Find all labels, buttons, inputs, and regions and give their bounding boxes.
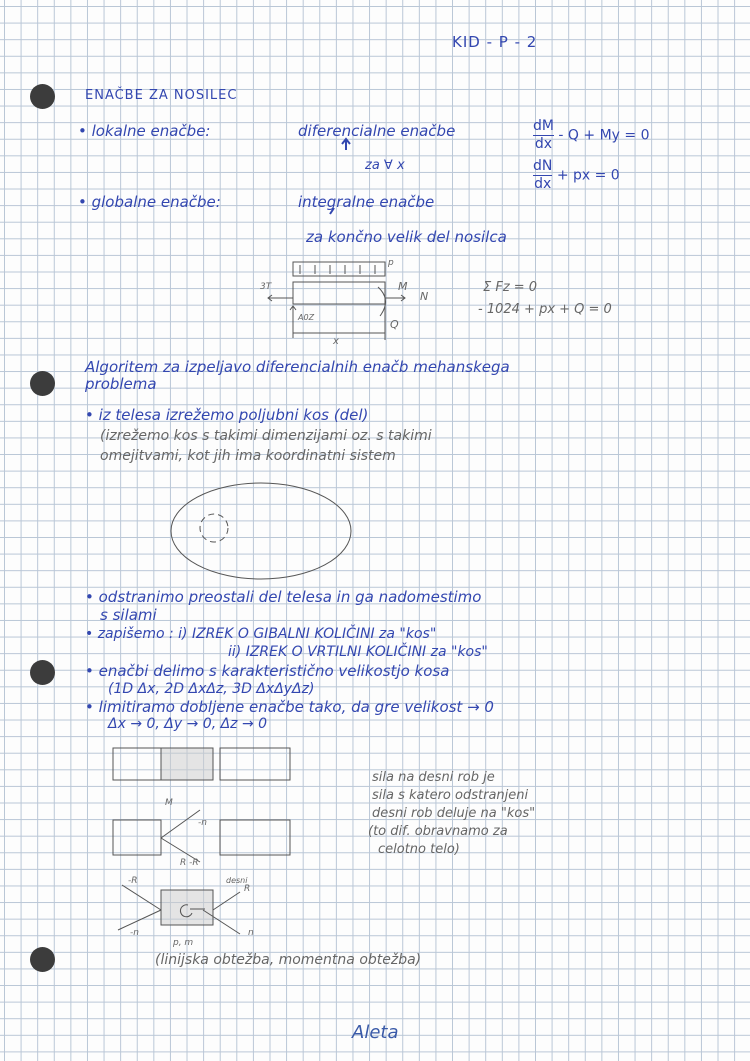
section-title: ENAČBE ZA NOSILEC	[85, 88, 238, 103]
bullet: • limitiramo dobljene enačbe tako, da gre velikost → 0	[85, 698, 494, 716]
local-desc: diferencialne enačbe	[298, 122, 456, 140]
note-text: sila na desni rob je	[372, 770, 495, 785]
global-label: • globalne enačbe:	[78, 193, 221, 211]
diagram-label: N	[420, 290, 429, 303]
diagram-label: x	[333, 336, 339, 347]
caption: (linijska obtežba, momentna obtežba)	[155, 952, 422, 968]
bullet-text: s silami	[100, 606, 157, 624]
diagram-label: -R	[128, 876, 138, 886]
bullet: • iz telesa izrežemo poljubni kos (del)	[85, 406, 369, 424]
diagram-label: n	[248, 928, 254, 938]
note-text: desni rob deluje na "kos"	[372, 806, 536, 821]
bullet: • enačbi delimo s karakteristično velikostjo kosa	[85, 662, 450, 680]
diagram-label: Q	[390, 318, 399, 331]
bullet-text: Δx → 0, Δy → 0, Δz → 0	[108, 716, 268, 732]
bullet-text: omejitvami, kot jih ima koordinatni sistem	[100, 448, 396, 464]
global-note: za končno velik del nosilca	[306, 228, 507, 246]
bullet-text: (1D Δx, 2D ΔxΔz, 3D ΔxΔyΔz)	[108, 681, 315, 697]
diagram-label: R -R	[180, 858, 199, 868]
bullet: • zapišemo : i) IZREK O GIBALNI KOLIČINI za "kos"	[85, 626, 437, 642]
brand-logo: Aleta	[352, 1022, 399, 1043]
bullet: • odstranimo preostali del telesa in ga nadomestimo	[85, 588, 482, 606]
page-code: KID - P - 2	[452, 33, 538, 51]
global-desc: integralne enačbe	[298, 193, 435, 211]
equation-normal: $\frac{dN}{dx}$ + px = 0	[533, 158, 620, 192]
diagram-label: M	[165, 798, 173, 808]
diagram-label: p	[388, 258, 394, 268]
diagram-label: p, m	[173, 938, 194, 948]
local-note: za ∀ x	[365, 158, 405, 173]
diagram-label: 3T	[260, 282, 272, 292]
diagram-label: A0Z	[298, 313, 315, 322]
note-text: sila s katero odstranjeni	[372, 788, 529, 803]
note-text: (to dif. obravnamo za	[368, 824, 508, 839]
algorithm-title-2: problema	[85, 375, 157, 393]
diagram-label: -n	[130, 928, 139, 938]
algorithm-title: Algoritem za izpeljavo diferencialnih enačb mehanskega	[85, 358, 510, 376]
bullet-text: (izrežemo kos s takimi dimenzijami oz. s takimi	[100, 428, 432, 444]
bullet-text: ii) IZREK O VRTILNI KOLIČINI za "kos"	[228, 644, 488, 660]
sum-equation: Σ Fz = 0	[483, 280, 538, 295]
diagram-label: -n	[198, 818, 207, 828]
equation-moment: $\frac{dM}{dx}$ - Q + My = 0	[533, 118, 650, 152]
diagram-label: M	[398, 280, 408, 293]
diagram-label: desni	[226, 876, 248, 885]
sum-equation-2: - 1024 + px + Q = 0	[478, 302, 612, 317]
local-label: • lokalne enačbe:	[78, 122, 211, 140]
note-text: celotno telo)	[378, 842, 460, 857]
diagram-label: R	[244, 884, 251, 894]
